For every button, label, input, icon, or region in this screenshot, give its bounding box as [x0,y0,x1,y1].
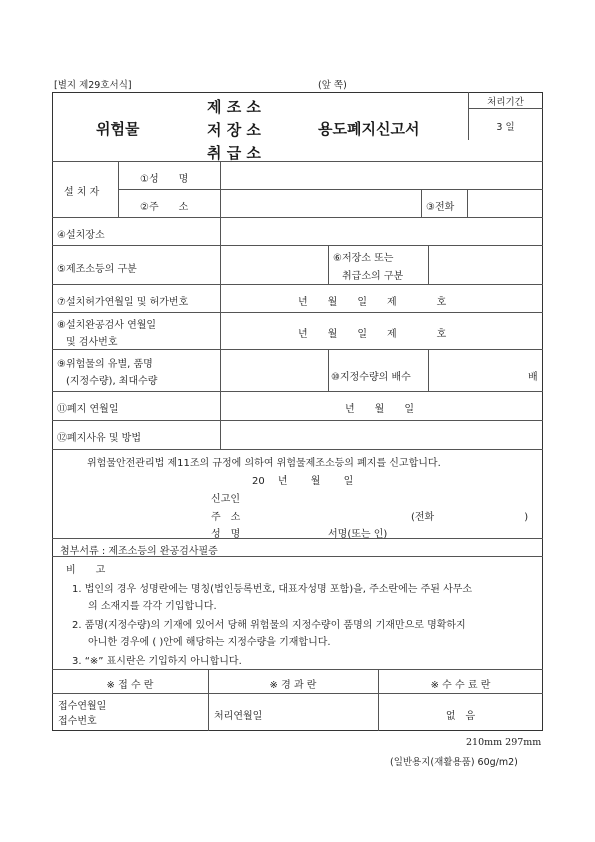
notes-title: 비 고 [66,565,106,576]
paper-type: (일반용지(재활용품) 60g/m2) [390,757,518,768]
applicant-label: 신고인 [211,494,240,505]
attachment-note: 첨부서류 : 제조소등의 완공검사필증 [60,546,218,557]
category-label: ⑤제조소등의 구분 [57,264,137,275]
inspection-value[interactable]: 년 월 일 제 호 [298,329,447,340]
note-2-line-1: 2. 품명(지정수량)의 기재에 있어서 당해 위험물의 지정수량이 품명의 기재만으로 명확하지 [72,620,466,631]
multiple-label: ⑩지정수량의 배수 [331,372,411,383]
location-field[interactable] [222,218,542,244]
note-3: 3. “※” 표시란은 기입하지 아니합니다. [72,656,242,667]
process-date-label: 처리연월일 [214,711,263,722]
title-facility-types [207,96,261,165]
processing-period-value: 3 일 [496,122,515,133]
name-field[interactable] [222,162,542,188]
note-1-line-1: 1. 법인의 경우 성명란에는 명칭(법인등록번호, 대표자성명 포함)을, 주소란에는 주된 사무소 [72,584,473,595]
note-1-line-2: 의 소재지를 각각 기입합니다. [88,601,217,612]
signature-label: 서명(또는 인) [328,529,388,540]
storage-type-field[interactable] [430,246,542,283]
hazmat-line-2: (지정수량), 최대수량 [66,376,158,387]
name-label: ①성 명 [140,174,189,185]
receipt-header: ※ 접 수 란 [106,680,154,691]
abolish-date-label: ⑪폐지 연월일 [57,404,119,415]
applicant-name-label: 성 명 [211,529,241,540]
receipt-number-label: 접수번호 [58,716,97,727]
address-field[interactable] [222,190,420,216]
progress-header: ※ 경 과 란 [269,680,317,691]
note-2-line-2: 아니한 경우에 ( )안에 해당하는 지정수량을 기재합니다. [88,637,331,648]
inspection-line-1: ⑧설치완공검사 연월일 [57,320,157,331]
fee-value: 없 음 [445,711,476,722]
permit-label: ⑦설치허가연월일 및 허가번호 [57,297,189,308]
category-field[interactable] [222,246,327,283]
applicant-address-label: 주 소 [211,512,241,523]
phone-field[interactable] [469,190,542,216]
storage-type-line-2: 취급소의 구분 [342,271,404,282]
permit-value[interactable]: 년 월 일 제 호 [298,297,447,308]
title-hazmat: 위험물 [96,120,140,138]
page-side-label: (앞 쪽) [318,80,347,91]
reason-field[interactable] [222,421,542,448]
installer-label: 설 치 자 [64,187,100,198]
title-storage: 저 장 소 [207,121,261,139]
storage-type-line-1: ⑥저장소 또는 [333,253,394,264]
title-abolition-report: 용도폐지신고서 [318,120,420,138]
hazmat-field[interactable] [222,350,327,390]
declaration-text: 위험물안전관리법 제11조의 규정에 의하여 위험물제조소등의 폐지를 신고합니다. [87,458,441,469]
form-number: [별지 제29호서식] [54,80,132,91]
hazmat-label [57,356,157,390]
inspection-label [57,317,156,351]
multiple-unit: 배 [528,372,538,383]
location-label: ④설치장소 [57,230,105,241]
title-handling: 취 급 소 [207,144,261,162]
phone-label: ③전화 [426,202,455,213]
receipt-info [58,699,106,729]
processing-period-label: 처리기간 [487,97,524,108]
reason-label: ⑫폐지사유 및 방법 [57,433,141,444]
inspection-line-2: 및 검사번호 [66,337,118,348]
title-manufacture: 제 조 소 [207,98,261,116]
abolish-date-value[interactable]: 년 월 일 [345,404,414,415]
address-label: ②주 소 [140,202,189,213]
storage-type-label [333,250,403,286]
declaration-date[interactable]: 20 년 월 일 [252,476,354,487]
receipt-date-label: 접수연월일 [58,701,107,712]
fee-header: ※ 수 수 료 란 [430,680,491,691]
hazmat-line-1: ⑨위험물의 유별, 품명 [57,359,153,370]
paper-size: 210mm 297mm [466,737,542,748]
applicant-phone[interactable]: (전화 ) [411,512,529,523]
